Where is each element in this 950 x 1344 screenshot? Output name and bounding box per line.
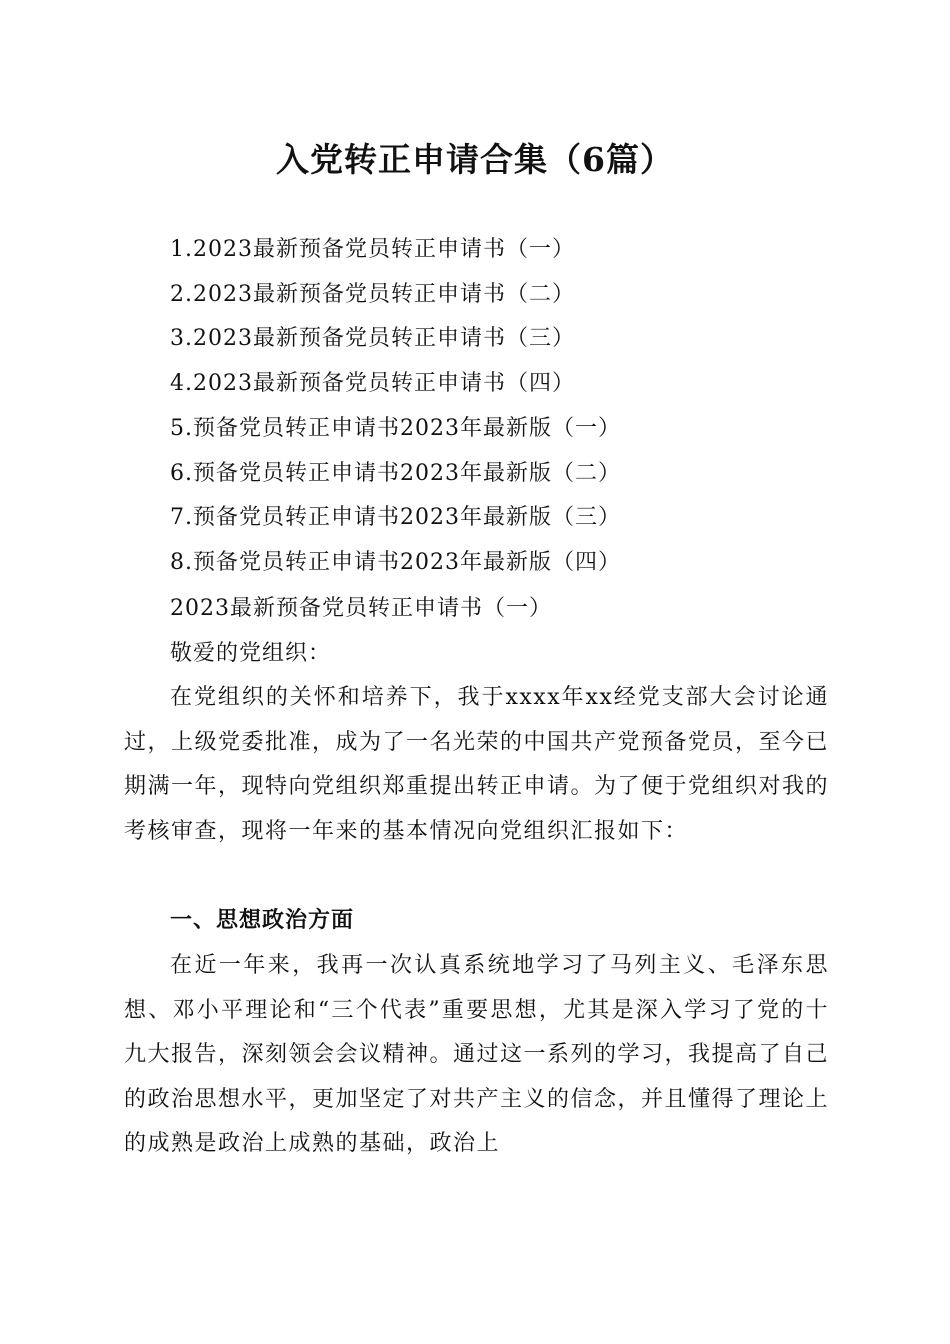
- document-title: 入党转正申请合集（6篇）: [276, 140, 674, 179]
- section-heading: 一、思想政治方面: [170, 908, 355, 933]
- toc-item: 6.预备党员转正申请书2023年最新版（二）: [170, 460, 621, 486]
- toc-item: 7.预备党员转正申请书2023年最新版（三）: [170, 505, 621, 531]
- toc-item: 8.预备党员转正申请书2023年最新版（四）: [170, 549, 621, 575]
- body-paragraph: 在近一年来，我再一次认真系统地学习了马列主义、毛泽东思想、邓小平理论和“三个代表”重要思想，尤其是深入学习了党的十九大报告，深刻领会会议精神。通过这一系列的学习，我提高了自己的政治思想水平，更加坚定了对共产主义的信念，并且懂得了理论上的成熟是政治上成熟的基础，政治上: [124, 953, 830, 1157]
- toc-item: 1.2023最新预备党员转正申请书（一）: [170, 237, 575, 262]
- toc-item: 3.2023最新预备党员转正申请书（三）: [170, 326, 575, 352]
- toc-item: 5.预备党员转正申请书2023年最新版（一）: [170, 415, 621, 441]
- toc-item: 4.2023最新预备党员转正申请书（四）: [170, 371, 575, 397]
- toc-item: 2.2023最新预备党员转正申请书（二）: [170, 281, 575, 307]
- salutation: 敬爱的党组织：: [170, 641, 332, 666]
- article-title: 2023最新预备党员转正申请书（一）: [170, 596, 552, 621]
- table-of-contents: [170, 228, 830, 586]
- body-paragraph: 在党组织的关怀和培养下，我于xxxx年xx经党支部大会讨论通过，上级党委批准，成为了一名光荣的中国共产党预备党员，至今已期满一年，现特向党组织郑重提出转正申请。为了便于党组织对我的考核审查，现将一年来的基本情况向党组织汇报如下：: [124, 685, 830, 844]
